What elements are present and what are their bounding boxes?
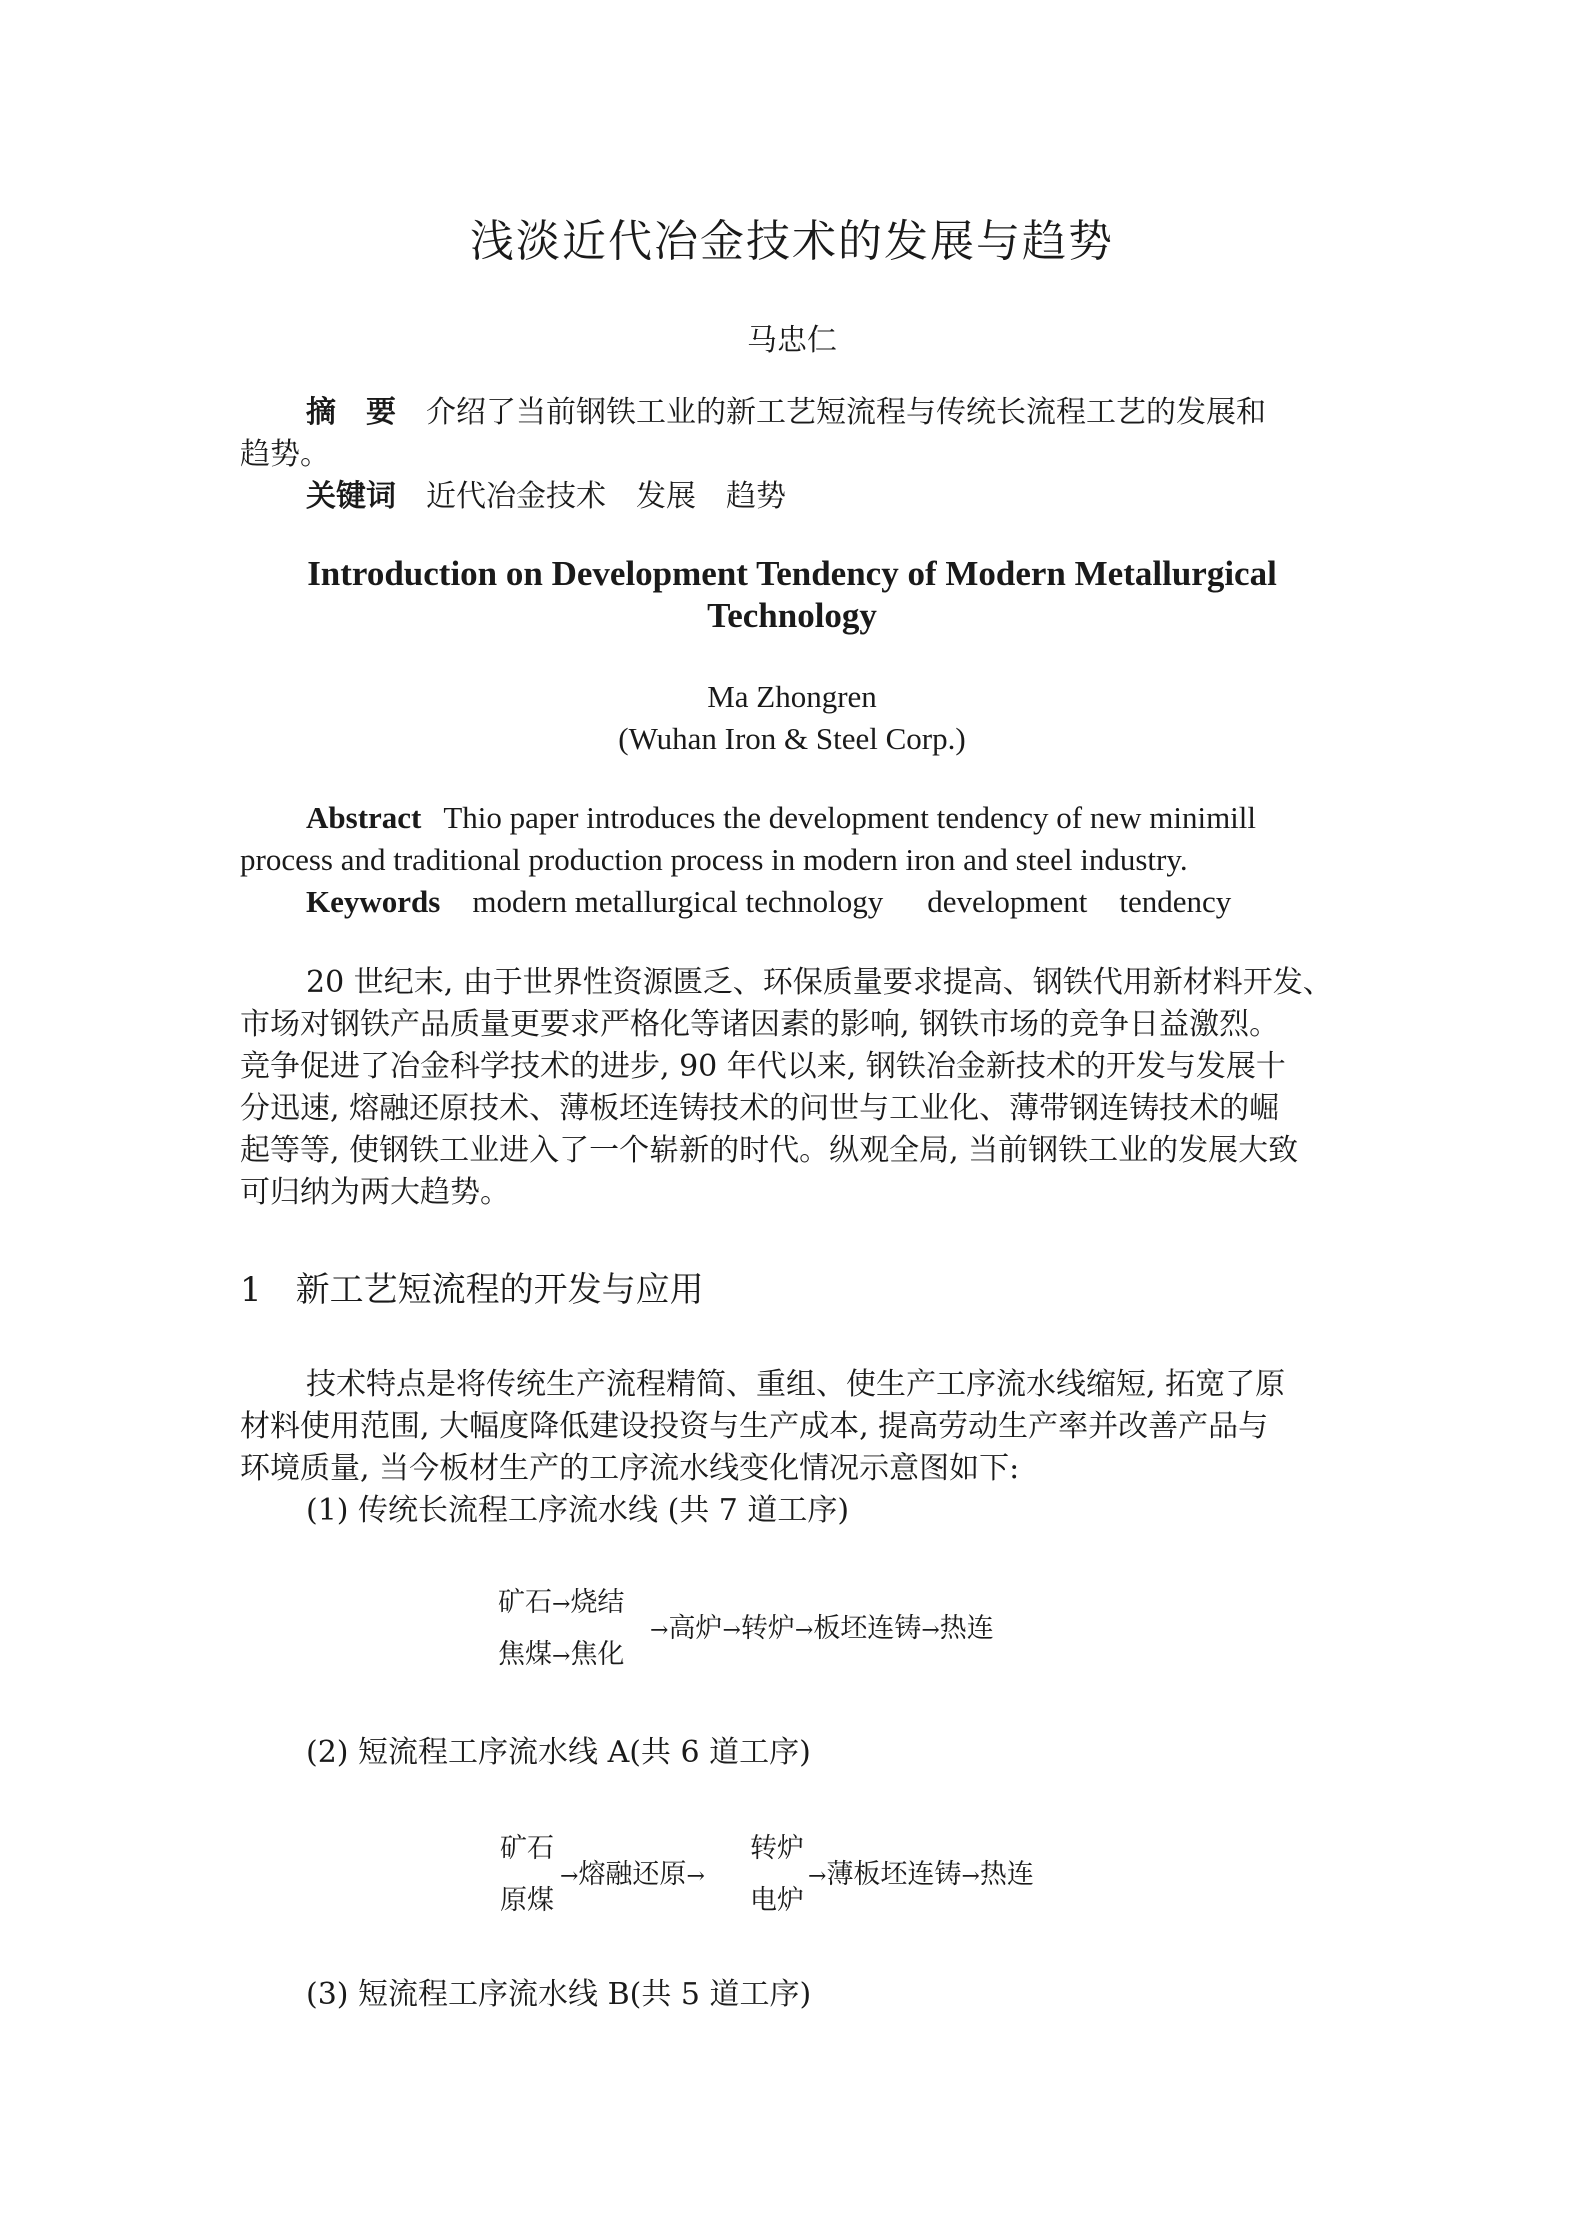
flow1-node-coal: 焦煤 xyxy=(498,1639,552,1670)
flow2-fork-bottom: 电炉 xyxy=(750,1885,804,1916)
flow3-caption: (3) 短流程工序流水线 B(共 5 道工序) xyxy=(306,1977,812,2012)
paper-title-en-line2: Technology xyxy=(707,596,877,635)
flow1-top-row xyxy=(498,1580,624,1619)
keyword-zh-1: 近代冶金技术 xyxy=(426,479,606,514)
flow2-input-top: 矿石 xyxy=(500,1833,554,1864)
flow2-node-thin-slab-casting: 薄板坯连铸 xyxy=(826,1859,962,1890)
flow2-fork-top: 转炉 xyxy=(750,1833,804,1864)
flow1-node-coking: 焦化 xyxy=(570,1639,625,1670)
section1-line-3: 环境质量, 当今板材生产的工序流水线变化情况示意图如下: xyxy=(240,1451,1020,1486)
abstract-zh-line2: 趋势。 xyxy=(240,437,330,472)
arrow-icon: → xyxy=(794,1618,814,1643)
section1-line-1: 技术特点是将传统生产流程精简、重组、使生产工序流水线缩短, 拓宽了原 xyxy=(306,1367,1286,1402)
keyword-en-1: modern metallurgical technology xyxy=(472,884,884,919)
arrow-icon: → xyxy=(552,1592,571,1617)
keywords-en xyxy=(306,881,1231,923)
author-zh: 马忠仁 xyxy=(747,323,837,358)
flow1-caption: (1) 传统长流程工序流水线 (共 7 道工序) xyxy=(306,1493,850,1528)
flow1-node-slab-casting: 板坯连铸 xyxy=(813,1613,922,1644)
flow1-node-converter: 转炉 xyxy=(740,1613,795,1644)
intro-line-6: 可归纳为两大趋势。 xyxy=(240,1175,510,1210)
section-1-heading xyxy=(240,1262,704,1311)
flow2-input-bottom: 原煤 xyxy=(500,1885,554,1916)
section-1-title: 新工艺短流程的开发与应用 xyxy=(295,1270,704,1310)
abstract-en-label: Abstract xyxy=(306,800,422,835)
keywords-en-label: Keywords xyxy=(306,884,441,919)
flow1-node-sinter: 烧结 xyxy=(570,1587,625,1618)
flow2-caption: (2) 短流程工序流水线 A(共 6 道工序) xyxy=(306,1735,811,1770)
keyword-en-3: tendency xyxy=(1119,884,1232,919)
flow1-bottom-row xyxy=(498,1632,624,1671)
affiliation-en: (Wuhan Iron & Steel Corp.) xyxy=(618,721,966,756)
arrow-icon: → xyxy=(552,1644,571,1669)
flow2-mid-row xyxy=(560,1852,705,1891)
intro-line-4: 分迅速, 熔融还原技术、薄板坯连铸技术的问世与工业化、薄带钢连铸技术的崛 xyxy=(240,1091,1280,1126)
arrow-icon: → xyxy=(961,1864,980,1889)
keyword-zh-2: 发展 xyxy=(636,479,696,514)
abstract-zh-text1: 介绍了当前钢铁工业的新工艺短流程与传统长流程工艺的发展和 xyxy=(426,395,1266,430)
paper-title-en-line1: Introduction on Development Tendency of Modern Metallurgical xyxy=(307,554,1277,593)
abstract-zh-line1 xyxy=(306,392,1266,434)
arrow-icon: → xyxy=(808,1864,827,1889)
paper-title-zh: 浅淡近代冶金技术的发展与趋势 xyxy=(470,216,1114,267)
flow1-main-row xyxy=(650,1606,994,1645)
flow1-node-blast-furnace: 高炉 xyxy=(668,1613,723,1644)
flow2-main-row xyxy=(808,1852,1034,1891)
arrow-icon: → xyxy=(650,1618,669,1643)
flow2-node-smelting-reduction: 熔融还原 xyxy=(578,1859,687,1890)
arrow-icon: → xyxy=(560,1864,579,1889)
flow1-node-hot-strip: 热连 xyxy=(939,1613,994,1644)
flow2-node-hot-strip: 热连 xyxy=(979,1859,1034,1890)
keyword-zh-3: 趋势 xyxy=(726,479,786,514)
arrow-icon: → xyxy=(686,1864,705,1889)
intro-line-5: 起等等, 使钢铁工业进入了一个崭新的时代。纵观全局, 当前钢铁工业的发展大致 xyxy=(240,1133,1299,1168)
abstract-en-line1 xyxy=(306,797,1256,839)
abstract-en-text1: Thio paper introduces the development tendency of new minimill xyxy=(443,800,1257,835)
intro-line-2: 市场对钢铁产品质量更要求严格化等诸因素的影响, 钢铁市场的竞争日益激烈。 xyxy=(240,1007,1280,1042)
section1-line-2: 材料使用范围, 大幅度降低建设投资与生产成本, 提高劳动生产率并改善产品与 xyxy=(240,1409,1269,1444)
arrow-icon: → xyxy=(722,1618,741,1643)
flow1-node-ore: 矿石 xyxy=(498,1587,552,1618)
abstract-en-line2: process and traditional production process in modern iron and steel industry. xyxy=(240,842,1188,877)
section-1-number: 1 xyxy=(240,1270,262,1310)
intro-line-3: 竞争促进了冶金科学技术的进步, 90 年代以来, 钢铁冶金新技术的开发与发展十 xyxy=(240,1049,1286,1084)
abstract-zh-label: 摘 要 xyxy=(306,395,396,430)
arrow-icon: → xyxy=(921,1618,940,1643)
intro-line-1: 20 世纪末, 由于世界性资源匮乏、环保质量要求提高、钢铁代用新材料开发、 xyxy=(306,965,1333,1000)
keywords-zh-label: 关键词 xyxy=(306,479,396,514)
keywords-zh xyxy=(306,476,786,518)
keyword-en-2: development xyxy=(927,884,1088,919)
author-en: Ma Zhongren xyxy=(707,679,877,714)
